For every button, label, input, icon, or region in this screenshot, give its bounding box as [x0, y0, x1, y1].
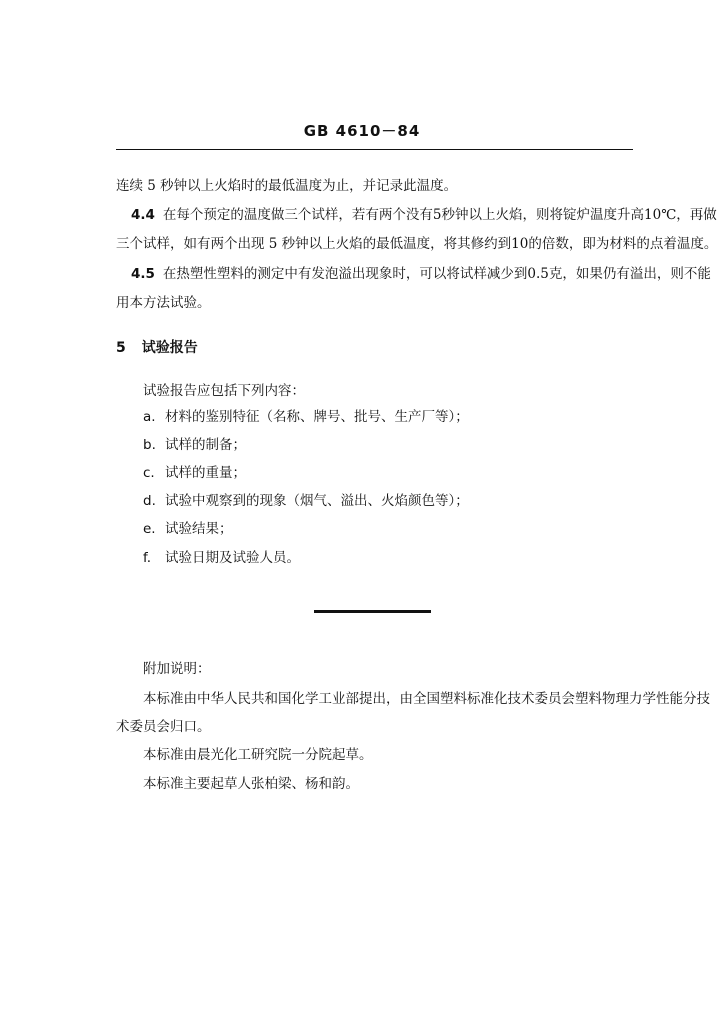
appendix-line-4: 本标准主要起草人张柏梁、杨和韵。	[143, 776, 359, 792]
end-of-standard-rule	[314, 610, 431, 613]
standard-code-header: GB 4610－84	[303, 122, 421, 140]
list-item-text: 试样的重量；	[165, 465, 246, 481]
list-item	[143, 549, 300, 567]
list-item-text: 试验中观察到的现象（烟气、溢出、火焰颜色等）；	[165, 493, 469, 509]
list-marker: d.	[143, 493, 156, 509]
clause-text: 在热塑性塑料的测定中有发泡溢出现象时，可以将试样减少到0.5克，如果仍有溢出，则不能	[162, 266, 711, 282]
list-marker: f.	[143, 550, 152, 566]
section-5-heading	[116, 339, 198, 357]
list-item	[143, 492, 469, 510]
list-item	[143, 436, 246, 454]
header-divider	[116, 149, 633, 150]
list-item-text: 试验日期及试验人员。	[165, 550, 300, 566]
list-item-text: 材料的鉴别特征（名称、牌号、批号、生产厂等）；	[165, 409, 469, 425]
clause-number: 4.5	[131, 266, 155, 282]
list-item	[143, 464, 246, 482]
report-intro: 试验报告应包括下列内容：	[143, 383, 305, 399]
clause-4-4-line-1	[131, 206, 717, 224]
clause-4-5-line-1	[131, 265, 711, 283]
appendix-line-2: 术委员会归口。	[116, 719, 211, 735]
list-item-text: 试验结果；	[165, 521, 233, 537]
continuation-line: 连续 5 秒钟以上火焰时的最低温度为止，并记录此温度。	[116, 178, 458, 194]
list-item-text: 试样的制备；	[165, 437, 246, 453]
list-marker: e.	[143, 521, 156, 537]
list-marker: c.	[143, 465, 155, 481]
clause-text: 在每个预定的温度做三个试样，若有两个没有5秒钟以上火焰，则将锭炉温度升高10℃，再做	[162, 207, 717, 223]
list-marker: a.	[143, 409, 156, 425]
appendix-line-3: 本标准由晨光化工研究院一分院起草。	[143, 747, 373, 763]
appendix-title: 附加说明：	[143, 661, 211, 677]
list-item	[143, 520, 233, 538]
clause-4-4-line-2: 三个试样，如有两个出现 5 秒钟以上火焰的最低温度，将其修约到10的倍数，即为材料的点着温度。	[116, 236, 718, 252]
section-title: 试验报告	[141, 340, 198, 356]
section-number: 5	[116, 340, 126, 356]
list-marker: b.	[143, 437, 156, 453]
appendix-line-1: 本标准由中华人民共和国化学工业部提出，由全国塑料标准化技术委员会塑料物理力学性能分技	[143, 691, 710, 707]
clause-4-5-line-2: 用本方法试验。	[116, 295, 211, 311]
list-item	[143, 408, 469, 426]
clause-number: 4.4	[131, 207, 155, 223]
